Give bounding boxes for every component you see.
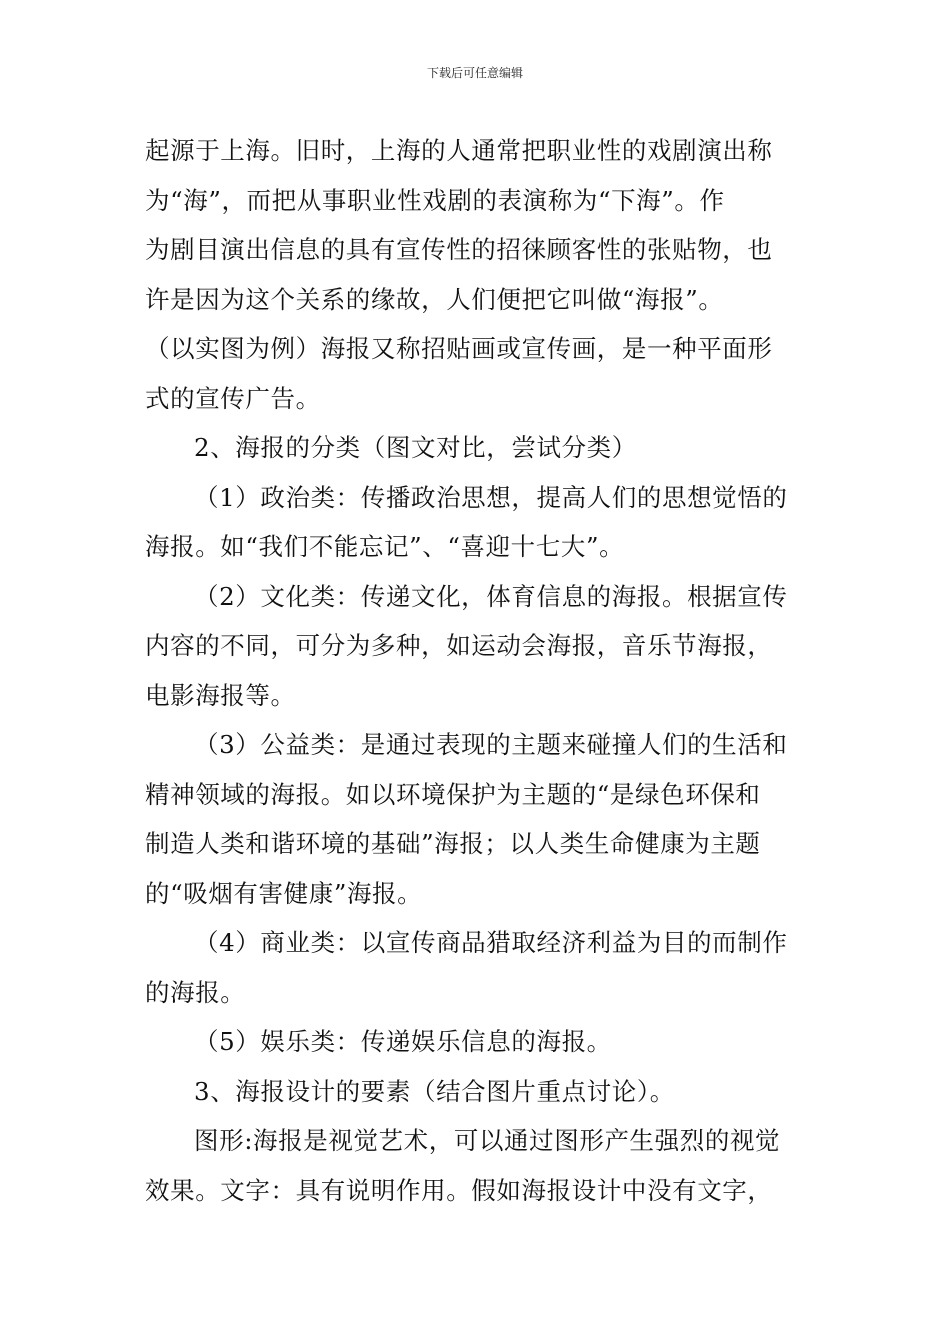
- paragraph-cultural: [145, 572, 809, 721]
- text-line: 精神领域的海报。如以环境保护为主题的“是绿色环保和: [145, 779, 761, 809]
- document-body: [145, 126, 809, 1215]
- paragraph-graphics-text: [145, 1116, 809, 1215]
- text-line: 内容的不同，可分为多种，如运动会海报，音乐节海报，: [145, 631, 773, 660]
- text-line: 为“海”，而把从事职业性戏剧的表演称为“下海”。作: [145, 185, 725, 215]
- text-line: 效果。文字：具有说明作用。假如海报设计中没有文字，: [145, 1175, 773, 1205]
- text-line: （1）政治类：传播政治思想，提高人们的思想觉悟的: [194, 482, 788, 512]
- paragraph-political: [145, 473, 809, 572]
- text-line: 的“吸烟有害健康”海报。: [145, 878, 423, 908]
- text-line: （5）娱乐类：传递娱乐信息的海报。: [194, 1027, 612, 1056]
- section-heading-design-elements: [145, 1067, 809, 1117]
- paragraph-public-welfare: [145, 720, 809, 918]
- text-line: 的海报。: [145, 977, 246, 1007]
- text-line: （3）公益类：是通过表现的主题来碰撞人们的生活和: [194, 730, 788, 759]
- text-line: 为剧目演出信息的具有宣传性的招徕顾客性的张贴物，也: [145, 235, 773, 264]
- text-line: （以实图为例）海报又称招贴画或宣传画，是一种平面形: [145, 334, 773, 363]
- text-line: 3、海报设计的要素（结合图片重点讨论）。: [194, 1076, 675, 1106]
- text-line: 许是因为这个关系的缘故，人们便把它叫做“海报”。: [145, 284, 724, 314]
- page-header: 下载后可任意编辑: [426, 66, 523, 80]
- text-line: 电影海报等。: [145, 680, 296, 710]
- text-line: 起源于上海。旧时，上海的人通常把职业性的戏剧演出称: [145, 136, 773, 165]
- paragraph-origin: [145, 126, 809, 423]
- text-line: （4）商业类：以宣传商品猎取经济利益为目的而制作: [194, 928, 788, 957]
- text-line: 制造人类和谐环境的基础”海报；以人类生命健康为主题: [145, 829, 761, 858]
- section-heading-classification: [145, 423, 809, 473]
- text-line: （2）文化类：传递文化，体育信息的海报。根据宣传: [194, 581, 788, 611]
- text-line: 海报。如“我们不能忘记”、“喜迎十七大”。: [145, 532, 625, 561]
- text-line: 2、海报的分类（图文对比，尝试分类）: [194, 433, 637, 462]
- paragraph-commercial: [145, 918, 809, 1017]
- text-line: 图形:海报是视觉艺术，可以通过图形产生强烈的视觉: [194, 1126, 781, 1155]
- text-line: 式的宣传广告。: [145, 383, 321, 413]
- paragraph-entertainment: [145, 1017, 809, 1067]
